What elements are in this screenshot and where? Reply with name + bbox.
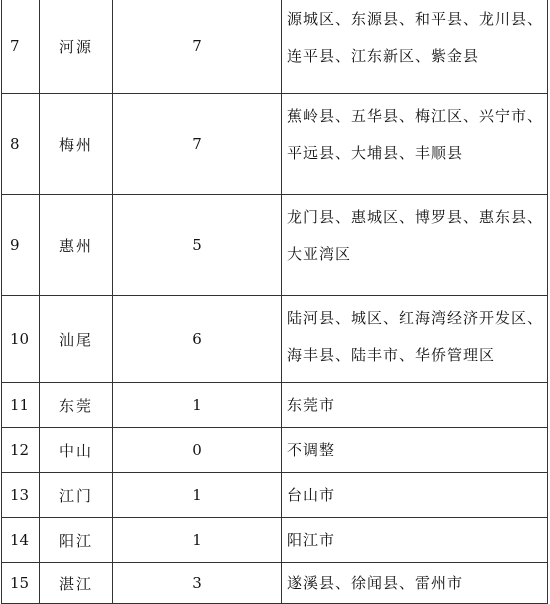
area-list <box>282 296 548 383</box>
table-row <box>2 563 548 604</box>
area-list <box>282 94 548 195</box>
row-number: 14 <box>2 518 40 563</box>
city-name: 中山 <box>40 428 113 473</box>
row-number: 15 <box>2 563 40 604</box>
table-row <box>2 473 548 518</box>
area-list: 遂溪县、徐闻县、雷州市 <box>282 563 548 604</box>
table-row <box>2 296 548 383</box>
adjustment-table <box>1 0 548 604</box>
city-name: 湛江 <box>40 563 113 604</box>
county-count: 1 <box>113 383 282 428</box>
area-list: 不调整 <box>282 428 548 473</box>
row-number: 7 <box>2 0 40 94</box>
area-list <box>282 0 548 94</box>
table-row <box>2 518 548 563</box>
city-name: 江门 <box>40 473 113 518</box>
area-line: 龙门县、惠城区、博罗县、惠东县、 <box>287 208 544 226</box>
area-line: 源城区、东源县、和平县、龙川县、 <box>287 10 544 28</box>
area-list: 东莞市 <box>282 383 548 428</box>
area-line: 海丰县、陆丰市、华侨管理区 <box>287 346 496 364</box>
area-line: 连平县、江东新区、紫金县 <box>287 47 480 65</box>
row-number: 9 <box>2 195 40 296</box>
table-row <box>2 0 548 94</box>
table-row <box>2 94 548 195</box>
county-count: 6 <box>113 296 282 383</box>
area-list <box>282 195 548 296</box>
city-name: 梅州 <box>40 94 113 195</box>
county-count: 7 <box>113 0 282 94</box>
area-line: 陆河县、城区、红海湾经济开发区、 <box>287 309 544 327</box>
table-row <box>2 428 548 473</box>
county-count: 0 <box>113 428 282 473</box>
county-count: 1 <box>113 473 282 518</box>
county-count: 7 <box>113 94 282 195</box>
row-number: 8 <box>2 94 40 195</box>
area-list: 台山市 <box>282 473 548 518</box>
area-line: 平远县、大埔县、丰顺县 <box>287 144 464 162</box>
city-name: 东莞 <box>40 383 113 428</box>
city-name: 汕尾 <box>40 296 113 383</box>
row-number: 12 <box>2 428 40 473</box>
row-number: 10 <box>2 296 40 383</box>
row-number: 11 <box>2 383 40 428</box>
city-name: 惠州 <box>40 195 113 296</box>
county-count: 5 <box>113 195 282 296</box>
city-name: 河源 <box>40 0 113 94</box>
table-row <box>2 383 548 428</box>
area-line: 大亚湾区 <box>287 245 352 263</box>
county-count: 3 <box>113 563 282 604</box>
row-number: 13 <box>2 473 40 518</box>
county-count: 1 <box>113 518 282 563</box>
city-name: 阳江 <box>40 518 113 563</box>
area-list: 阳江市 <box>282 518 548 563</box>
table-row <box>2 195 548 296</box>
area-line: 蕉岭县、五华县、梅江区、兴宁市、 <box>287 107 544 125</box>
